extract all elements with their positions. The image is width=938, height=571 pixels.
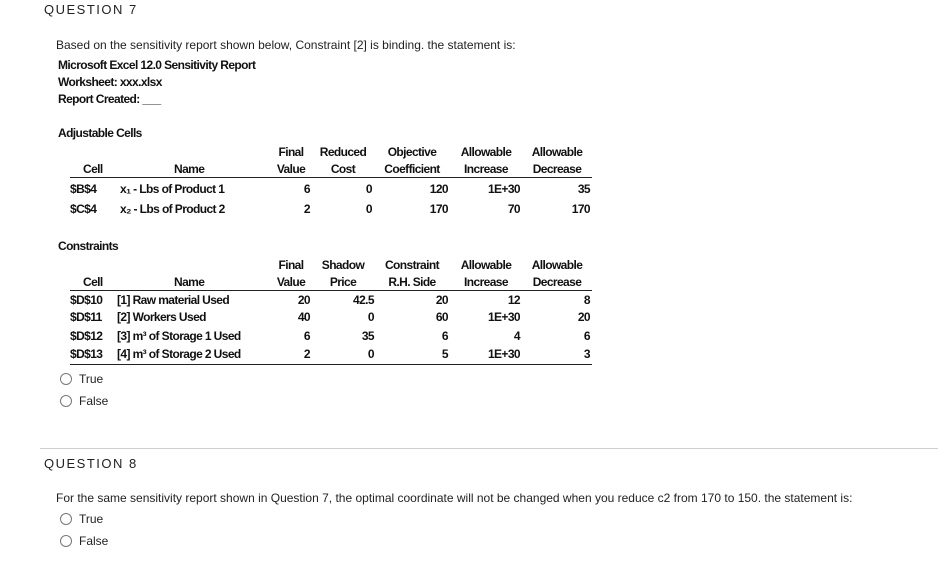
- question-8-prompt: For the same sensitivity report shown in Question 7, the optimal coordinate will not be changed when you reduce c2 from 170 to 150. the statement is:: [56, 491, 853, 505]
- adj-header-reduced: Reduced: [319, 145, 367, 159]
- adj-row-value: 6: [303, 182, 310, 196]
- con-row-value: 6: [303, 329, 310, 343]
- constraints-heading: Constraints: [58, 239, 119, 253]
- con-header-rhs: R.H. Side: [388, 275, 436, 289]
- con-header-increase: Increase: [464, 275, 508, 289]
- con-header-decrease: Decrease: [532, 275, 582, 289]
- con-header-allowable-inc: Allowable: [460, 258, 512, 272]
- radio-icon[interactable]: [60, 513, 72, 525]
- con-header-shadow: Shadow: [321, 258, 365, 272]
- con-row-value: 40: [297, 310, 310, 324]
- adj-header-objective: Objective: [387, 145, 437, 159]
- con-row-price: 42.5: [353, 293, 374, 307]
- radio-icon[interactable]: [60, 535, 72, 547]
- con-row-rhs: 60: [435, 310, 448, 324]
- adj-header-decrease: Decrease: [532, 162, 582, 176]
- adj-header-cell: Cell: [83, 162, 103, 176]
- question-divider: [40, 448, 938, 449]
- q8-option-true-label: True: [79, 512, 104, 526]
- con-row-inc: 1E+30: [487, 347, 520, 361]
- adj-header-cost: Cost: [330, 162, 356, 176]
- con-row-price: 0: [367, 347, 374, 361]
- con-header-rule: [70, 290, 592, 291]
- con-row-cell: $D$11: [70, 310, 102, 324]
- con-row-inc: 12: [507, 293, 520, 307]
- con-bottom-rule: [70, 364, 592, 365]
- adj-row-inc: 70: [507, 202, 520, 216]
- report-title: Microsoft Excel 12.0 Sensitivity Report: [58, 58, 256, 72]
- con-header-allowable-dec: Allowable: [531, 258, 583, 272]
- q8-option-true[interactable]: [60, 512, 103, 526]
- con-row-name: [4] m³ of Storage 2 Used: [117, 347, 241, 361]
- adj-header-allowable-inc: Allowable: [460, 145, 512, 159]
- report-created: Report Created: ___: [58, 92, 161, 106]
- con-row-dec: 3: [583, 347, 590, 361]
- radio-icon[interactable]: [60, 373, 72, 385]
- adj-row-value: 2: [303, 202, 310, 216]
- q8-option-false-label: False: [79, 534, 109, 548]
- con-row-inc: 1E+30: [487, 310, 520, 324]
- q7-option-true[interactable]: [60, 372, 103, 386]
- con-row-name: [3] m³ of Storage 1 Used: [117, 329, 241, 343]
- con-row-rhs: 20: [435, 293, 448, 307]
- con-row-rhs: 5: [441, 347, 448, 361]
- report-worksheet: Worksheet: xxx.xlsx: [58, 75, 162, 89]
- con-row-name: [1] Raw material Used: [117, 293, 230, 307]
- con-row-value: 20: [297, 293, 310, 307]
- q7-option-false-label: False: [79, 394, 109, 408]
- adj-row-dec: 170: [571, 202, 590, 216]
- question-7-title: QUESTION 7: [44, 2, 138, 17]
- adj-header-increase: Increase: [464, 162, 508, 176]
- con-header-name: Name: [174, 275, 205, 289]
- con-row-cell: $D$13: [70, 347, 103, 361]
- adj-row-reduced: 0: [365, 202, 372, 216]
- con-row-dec: 6: [583, 329, 590, 343]
- adj-header-allowable-dec: Allowable: [531, 145, 583, 159]
- q7-option-true-label: True: [79, 372, 104, 386]
- radio-icon[interactable]: [60, 395, 72, 407]
- adj-header-name: Name: [174, 162, 205, 176]
- adj-header-rule: [70, 177, 592, 178]
- adj-row-dec: 35: [577, 182, 590, 196]
- con-header-price: Price: [329, 275, 357, 289]
- adj-row-name: x₁ - Lbs of Product 1: [120, 182, 225, 196]
- con-header-final: Final: [278, 258, 304, 272]
- con-header-constraint: Constraint: [384, 258, 440, 272]
- con-row-price: 0: [367, 310, 374, 324]
- con-row-dec: 8: [583, 293, 590, 307]
- con-row-dec: 20: [577, 310, 590, 324]
- adj-row-name: x₂ - Lbs of Product 2: [120, 202, 225, 216]
- adj-row-reduced: 0: [365, 182, 372, 196]
- q8-option-false[interactable]: [60, 534, 108, 548]
- con-row-name: [2] Workers Used: [117, 310, 206, 324]
- adj-row-cell: $B$4: [70, 182, 97, 196]
- con-row-value: 2: [303, 347, 310, 361]
- question-8-title: QUESTION 8: [44, 456, 138, 471]
- con-header-value: Value: [276, 275, 306, 289]
- adjustable-cells-heading: Adjustable Cells: [58, 126, 142, 140]
- adj-header-coefficient: Coefficient: [384, 162, 440, 176]
- adj-header-value: Value: [276, 162, 306, 176]
- con-row-price: 35: [361, 329, 374, 343]
- con-row-cell: $D$12: [70, 329, 103, 343]
- con-row-inc: 4: [513, 329, 520, 343]
- con-header-cell: Cell: [83, 275, 103, 289]
- adj-row-coef: 170: [429, 202, 448, 216]
- con-row-cell: $D$10: [70, 293, 103, 307]
- adj-row-inc: 1E+30: [487, 182, 520, 196]
- adj-row-cell: $C$4: [70, 202, 97, 216]
- adj-header-final: Final: [278, 145, 304, 159]
- con-row-rhs: 6: [441, 329, 448, 343]
- adj-row-coef: 120: [429, 182, 448, 196]
- question-7-prompt: Based on the sensitivity report shown below, Constraint [2] is binding. the statement is:: [56, 38, 516, 52]
- q7-option-false[interactable]: [60, 394, 108, 408]
